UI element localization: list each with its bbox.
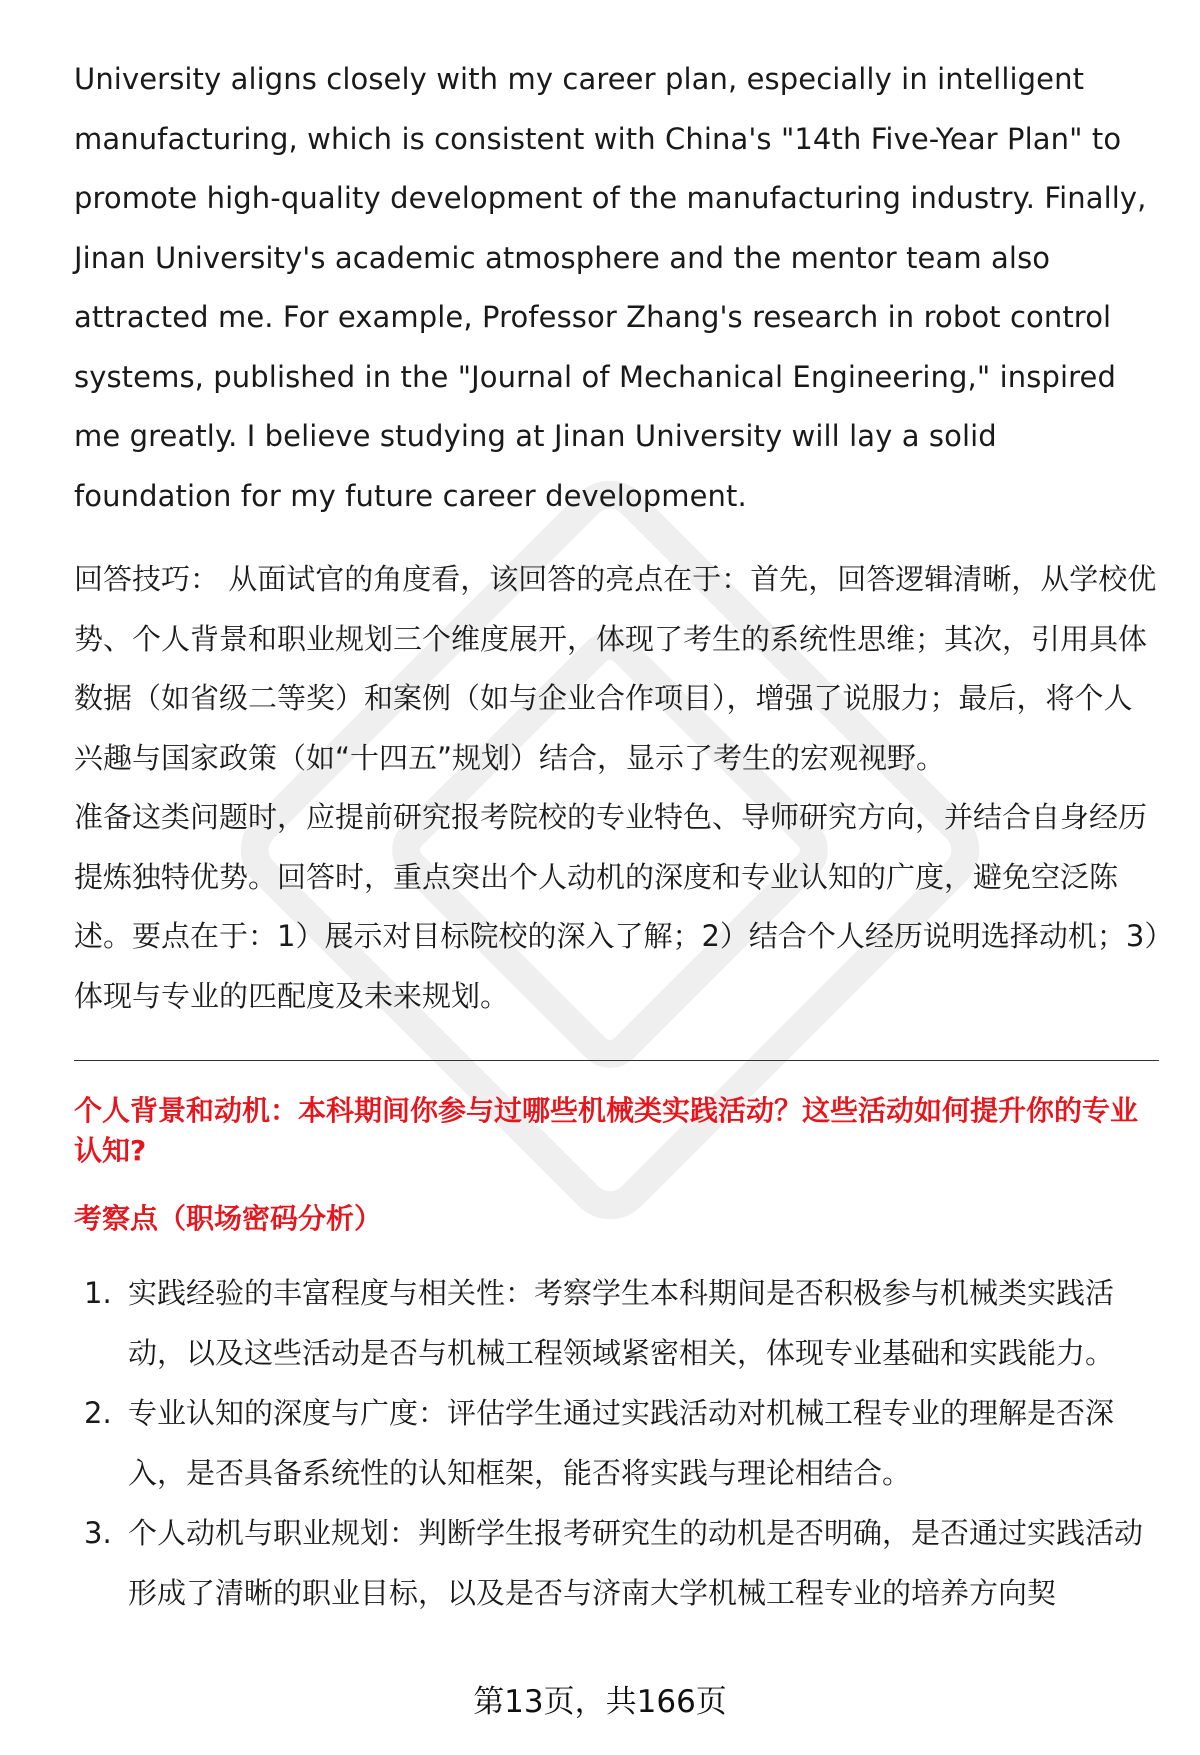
- question-heading: 个人背景和动机：本科期间你参与过哪些机械类实践活动？这些活动如何提升你的专业认知?: [74, 1094, 1139, 1167]
- list-item-text: 专业认知的深度与广度：评估学生通过实践活动对机械工程专业的理解是否深入，是否具备系统性的认知框架，能否将实践与理论相结合。: [128, 1396, 1115, 1490]
- intro-paragraph: University aligns closely with my career plan, especially in intelligent manufacturing, which is consistent with China's "14th Five-Year Plan" to promote high-quality development of the manufacturing industry. Finally, Jinan University's academic atmosphere and the mentor team also attracted me. For example, Professor Zhang's research in robot control systems, published in the "Journal of Mechanical Engineering," inspired me greatly. I believe studying at Jinan University will lay a solid foundation for my future career development.: [74, 62, 1147, 513]
- list-item-number: 3.: [84, 1516, 112, 1550]
- section-divider: [74, 1060, 1159, 1061]
- list-item-number: 2.: [84, 1396, 112, 1430]
- page-number-footer: 第13页，共166页: [473, 1684, 727, 1720]
- list-item: [74, 1503, 1159, 1623]
- assessment-subheading: 考察点（职场密码分析）: [74, 1202, 383, 1235]
- answer-tips: [74, 550, 1159, 1026]
- list-item: [74, 1263, 1159, 1383]
- list-item-text: 个人动机与职业规划：判断学生报考研究生的动机是否明确，是否通过实践活动形成了清晰的职业目标，以及是否与济南大学机械工程专业的培养方向契: [128, 1516, 1144, 1610]
- assessment-points-list: [74, 1263, 1159, 1623]
- tips-paragraph-2: 准备这类问题时，应提前研究报考院校的专业特色、导师研究方向，并结合自身经历提炼独特优势。回答时，重点突出个人动机的深度和专业认知的广度，避免空泛陈述。要点在于：1）展示对目标院校的深入了解；2）结合个人经历说明选择动机；3）体现与专业的匹配度及未来规划。: [74, 800, 1159, 1013]
- list-item-text: 实践经验的丰富程度与相关性：考察学生本科期间是否积极参与机械类实践活动，以及这些活动是否与机械工程领域紧密相关，体现专业基础和实践能力。: [128, 1276, 1115, 1370]
- tips-paragraph-1: 回答技巧： 从面试官的角度看，该回答的亮点在于：首先，回答逻辑清晰，从学校优势、个人背景和职业规划三个维度展开，体现了考生的系统性思维；其次，引用具体数据（如省级二等奖）和案例（如与企业合作项目），增强了说服力；最后，将个人兴趣与国家政策（如“十四五”规划）结合，显示了考生的宏观视野。: [74, 562, 1157, 775]
- list-item: [74, 1383, 1159, 1503]
- page-content: [74, 50, 1159, 1623]
- list-item-number: 1.: [84, 1276, 112, 1310]
